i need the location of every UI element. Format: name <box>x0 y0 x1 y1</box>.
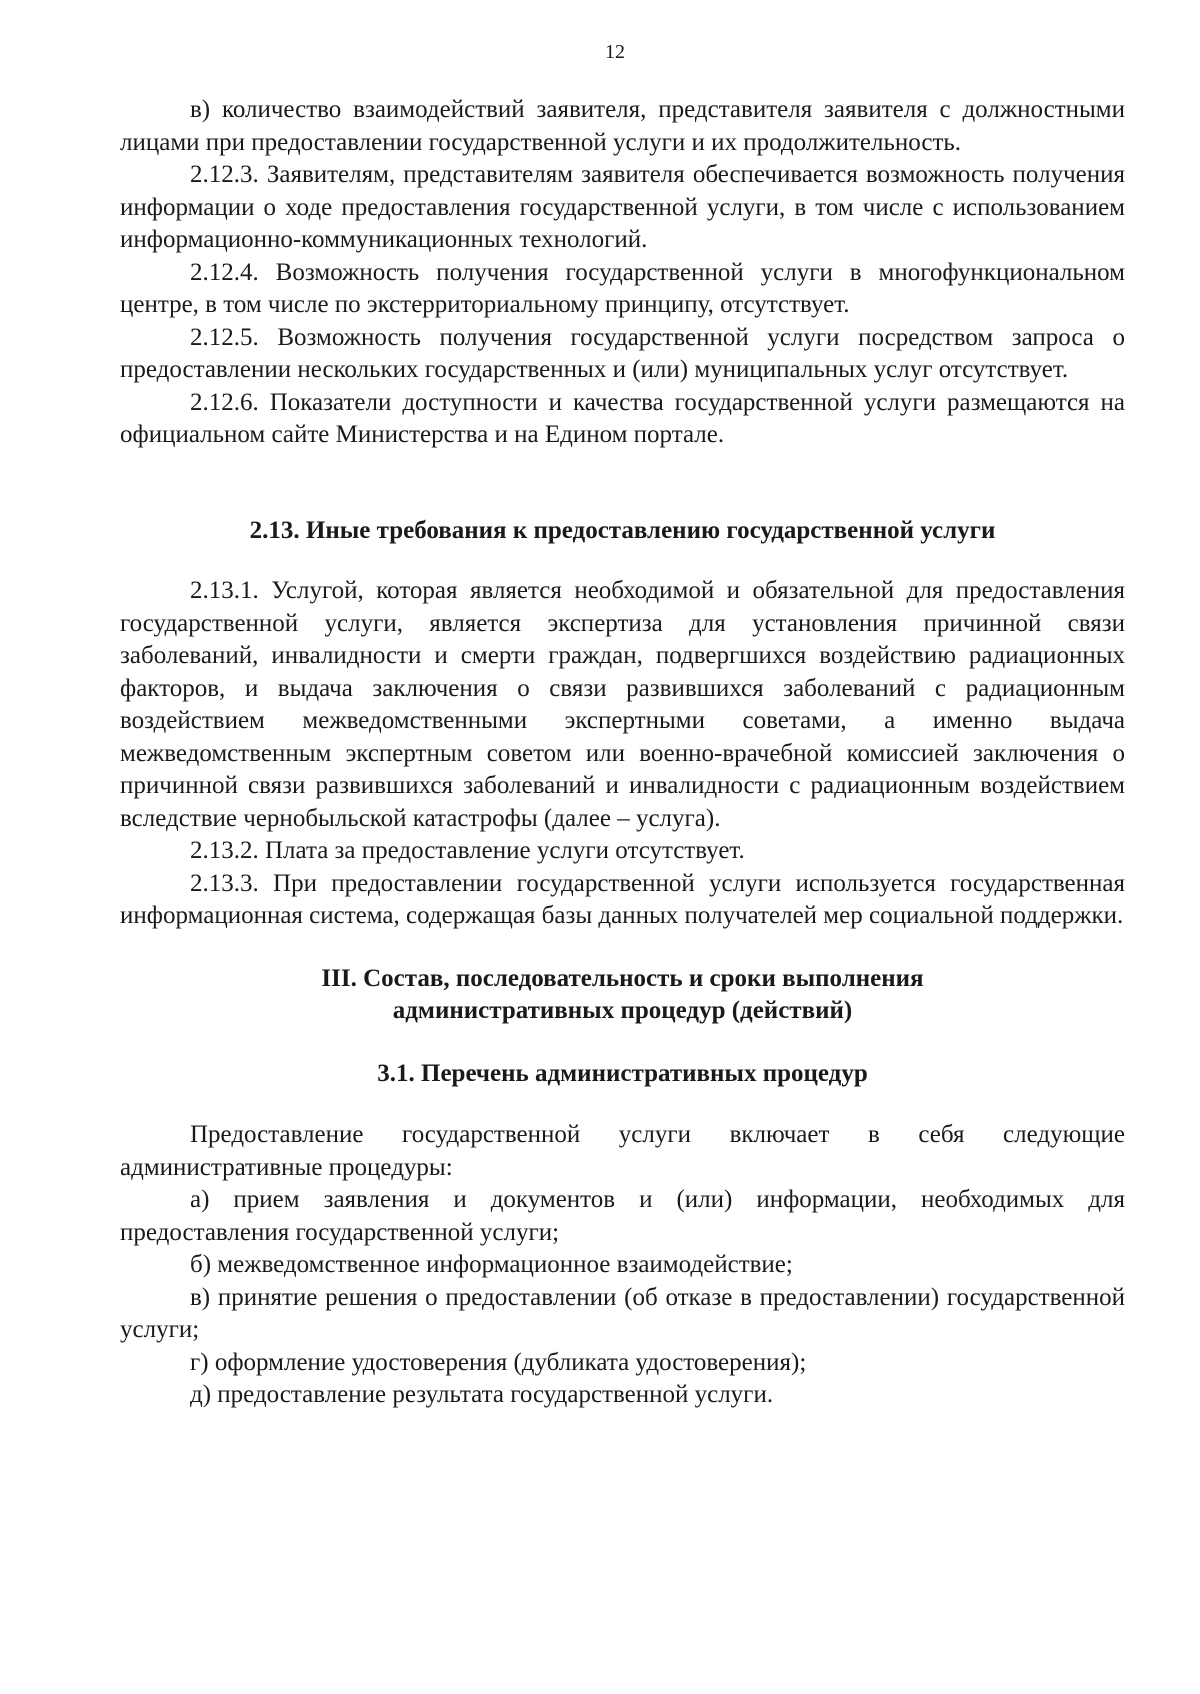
paragraph-2-12-3: 2.12.3. Заявителям, представителям заявителя обеспечивается возможность получения информации о ходе предоставления государственной услуги, в том числе с использованием информационно-коммуникационных технологий. <box>120 161 1125 253</box>
paragraph-2-12-6: 2.12.6. Показатели доступности и качества государственной услуги размещаются на официальном сайте Министерства и на Едином портале. <box>120 388 1125 448</box>
heading-section-3-line1: III. Состав, последовательность и сроки выполнения <box>321 964 924 992</box>
list-item-a: а) прием заявления и документов и (или) информации, необходимых для предоставления государственной услуги; <box>120 1186 1125 1246</box>
list-item-v: в) принятие решения о предоставлении (об отказе в предоставлении) государственной услуги; <box>120 1283 1125 1343</box>
list-item-g: г) оформление удостоверения (дубликата удостоверения); <box>190 1348 807 1376</box>
paragraph-3-1-intro: Предоставление государственной услуги включает в себя следующие административные процедуры: <box>120 1121 1125 1181</box>
page-number: 12 <box>605 41 625 63</box>
paragraph-2-13-1: 2.13.1. Услугой, которая является необходимой и обязательной для предоставления государственной услуги, является экспертиза для установления причинной связи заболеваний, инвалидности и смерти граждан, подвергшихся воздействию радиационных факторов, и выдача заключения о связи развившихся заболеваний с радиационным воздействием межведомственными экспертными советами, а именно выдача межведомственным экспертным советом или военно-врачебной комиссией заключения о причинной связи развившихся заболеваний и инвалидности с радиационным воздействием вследствие чернобыльской катастрофы (далее – услуга). <box>120 577 1125 832</box>
heading-2-13: 2.13. Иные требования к предоставлению государственной услуги <box>249 516 996 544</box>
paragraph-2-13-2: 2.13.2. Плата за предоставление услуги отсутствует. <box>190 837 745 864</box>
heading-section-3 <box>120 963 1125 1028</box>
heading-section-3-line2: административных процедур (действий) <box>392 997 853 1024</box>
list-item-b: б) межведомственное информационное взаимодействие; <box>190 1251 793 1278</box>
paragraph-2-12-4: 2.12.4. Возможность получения государственной услуги в многофункциональном центре, в том числе по экстерриториальному принципу, отсутствует. <box>120 258 1125 318</box>
paragraph-2-13-3: 2.13.3. При предоставлении государственной услуги используется государственная информационная система, содержащая базы данных получателей мер социальной поддержки. <box>120 869 1125 929</box>
paragraph-2-12-2-v: в) количество взаимодействий заявителя, представителя заявителя с должностными лицами при предоставлении государственной услуги и их продолжительность. <box>120 96 1125 156</box>
page-content <box>120 94 1125 1412</box>
heading-3-1: 3.1. Перечень административных процедур <box>377 1059 868 1087</box>
list-item-d: д) предоставление результата государственной услуги. <box>190 1381 774 1408</box>
paragraph-2-12-5: 2.12.5. Возможность получения государственной услуги посредством запроса о предоставлении нескольких государственных и (или) муниципальных услуг отсутствует. <box>120 323 1125 383</box>
